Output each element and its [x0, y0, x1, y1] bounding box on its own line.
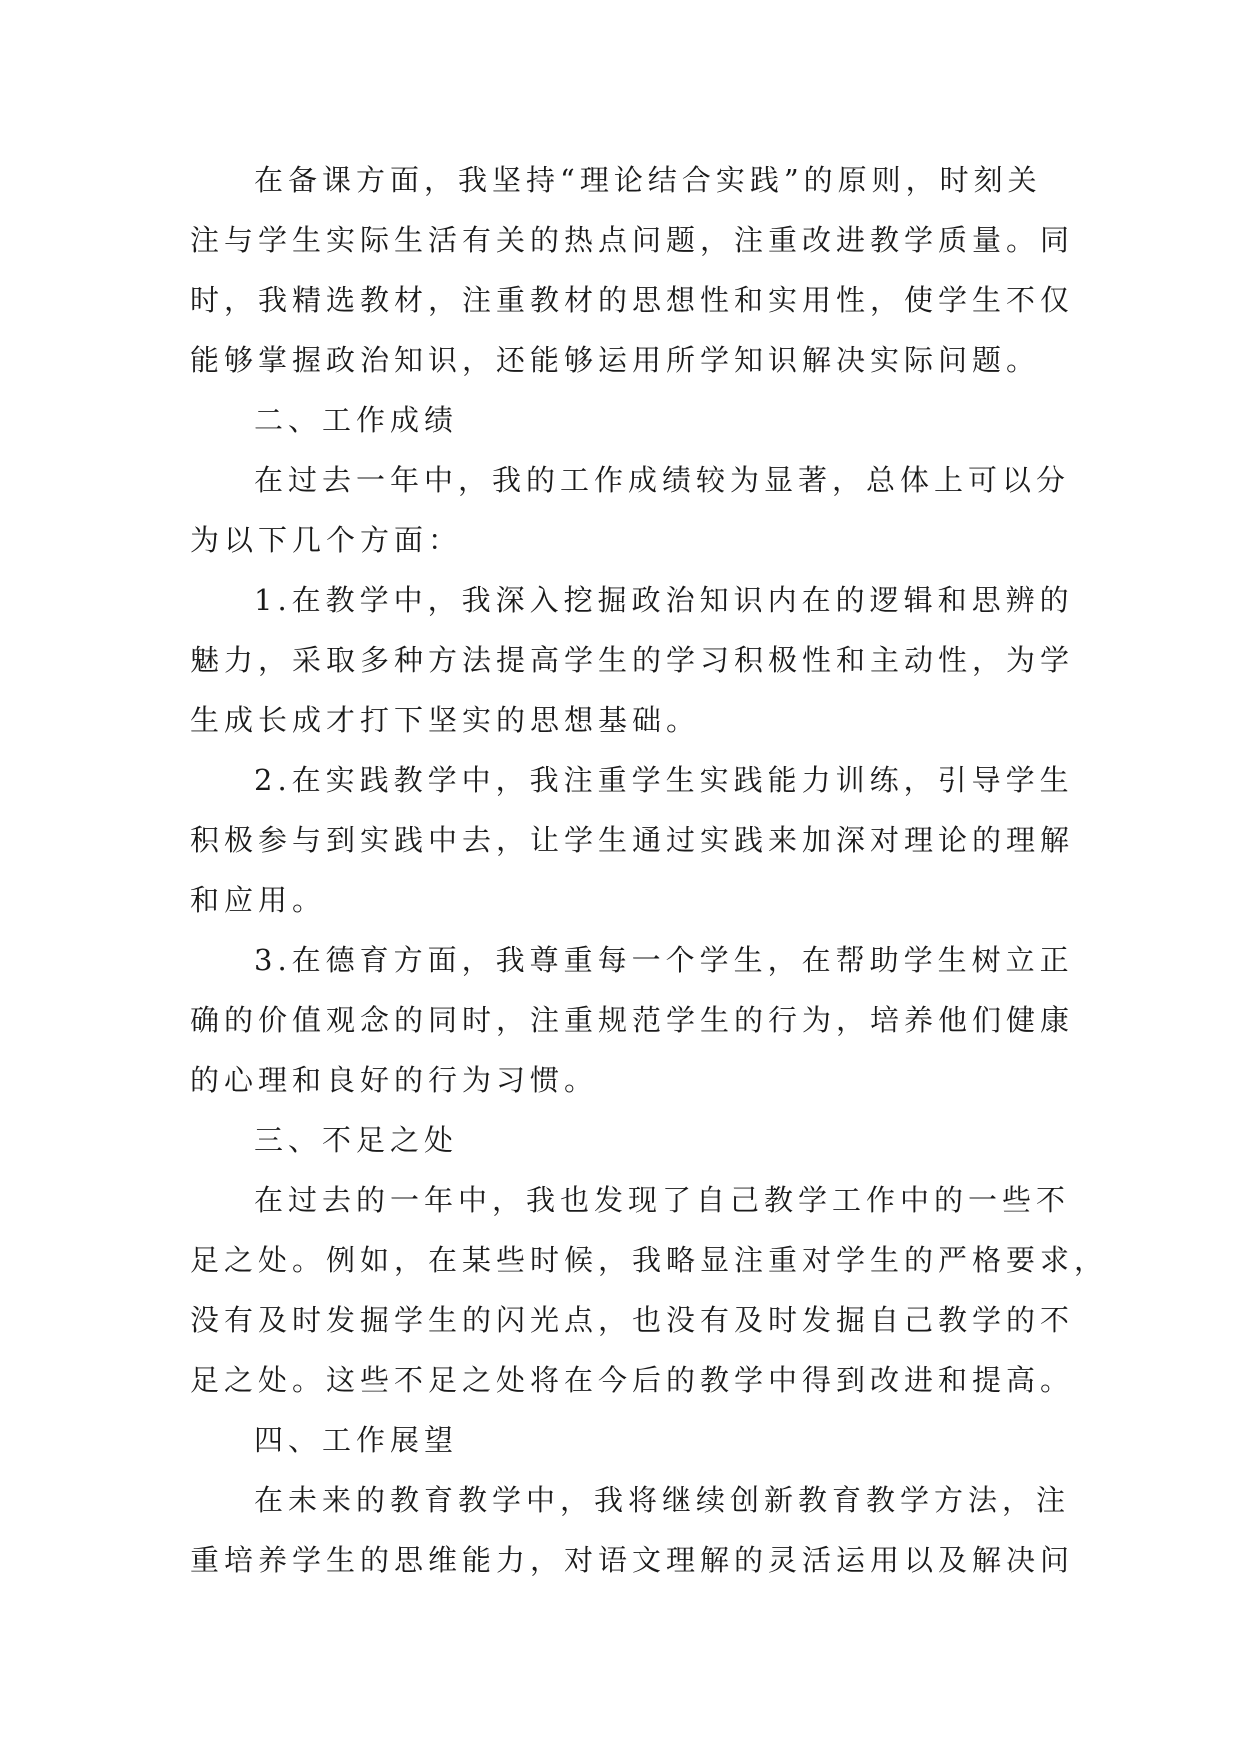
text-line: 没有及时发掘学生的闪光点，也没有及时发掘自己教学的不 [190, 1303, 1075, 1337]
text-line: 在未来的教育教学中，我将继续创新教育教学方法，注 [254, 1483, 1071, 1517]
list-item-line: 3.在德育方面，我尊重每一个学生，在帮助学生树立正 [254, 943, 1074, 977]
text-line: 积极参与到实践中去，让学生通过实践来加深对理论的理解 [190, 823, 1075, 857]
text-line: 和应用。 [190, 883, 327, 917]
text-line: 时，我精选教材，注重教材的思想性和实用性，使学生不仅 [190, 283, 1075, 317]
document-body [190, 150, 1109, 1590]
section-heading: 二、工作成绩 [254, 403, 459, 437]
text-line: 在备课方面，我坚持“理论结合实践”的原则，时刻关 [254, 163, 1042, 197]
text-line: 重培养学生的思维能力，对语文理解的灵活运用以及解决问 [190, 1543, 1075, 1577]
list-item-line: 1.在教学中，我深入挖掘政治知识内在的逻辑和思辨的 [254, 583, 1074, 617]
section-heading: 三、不足之处 [254, 1123, 459, 1157]
text-line: 能够掌握政治知识，还能够运用所学知识解决实际问题。 [190, 343, 1041, 377]
section-heading: 四、工作展望 [254, 1423, 459, 1457]
text-line: 足之处。例如，在某些时候，我略显注重对学生的严格要求， [190, 1243, 1109, 1277]
list-item-line: 2.在实践教学中，我注重学生实践能力训练，引导学生 [254, 763, 1074, 797]
text-line: 足之处。这些不足之处将在今后的教学中得到改进和提高。 [190, 1363, 1075, 1397]
text-line: 魅力，采取多种方法提高学生的学习积极性和主动性，为学 [190, 643, 1075, 677]
text-line: 生成长成才打下坚实的思想基础。 [190, 703, 701, 737]
text-line: 的心理和良好的行为习惯。 [190, 1063, 599, 1097]
text-line: 为以下几个方面： [190, 523, 463, 557]
text-line: 在过去的一年中，我也发现了自己教学工作中的一些不 [254, 1183, 1071, 1217]
text-line: 确的价值观念的同时，注重规范学生的行为，培养他们健康 [190, 1003, 1075, 1037]
text-line: 注与学生实际生活有关的热点问题，注重改进教学质量。同 [190, 223, 1075, 257]
text-line: 在过去一年中，我的工作成绩较为显著，总体上可以分 [254, 463, 1071, 497]
